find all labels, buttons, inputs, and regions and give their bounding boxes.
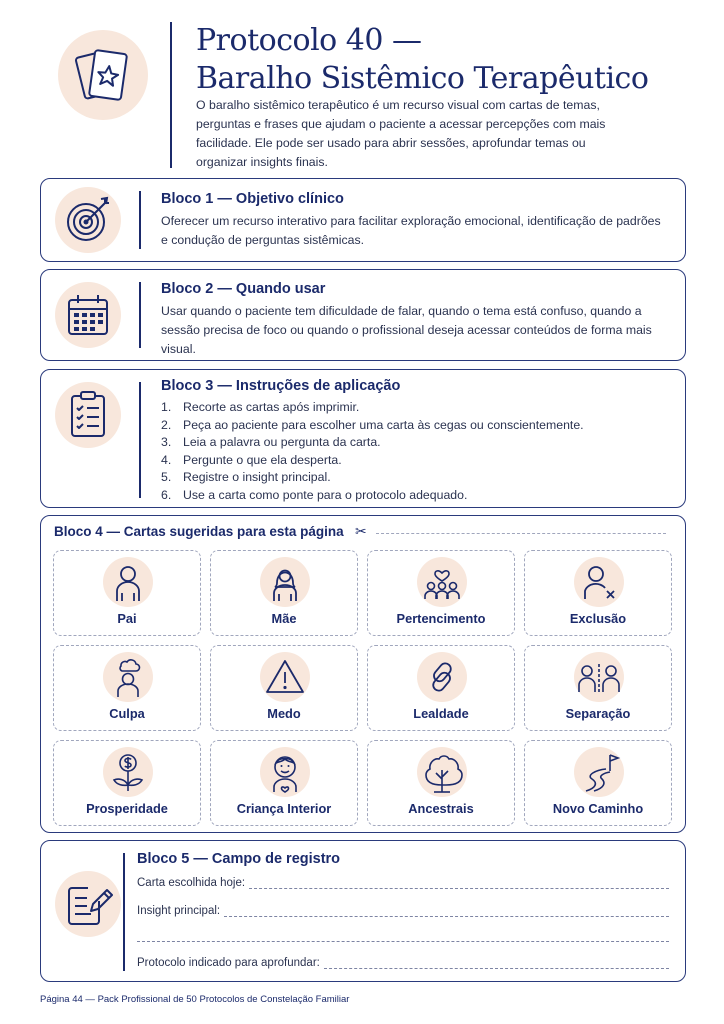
card-label: Lealdade: [413, 706, 469, 721]
card-today-line[interactable]: [249, 879, 669, 889]
list-item: [161, 399, 584, 417]
path-flag-icon: [574, 747, 624, 797]
clipboard-checklist-icon: [55, 382, 121, 448]
notepad-pen-icon: [55, 871, 121, 937]
insight-label: Insight principal:: [137, 905, 221, 917]
card-exclusao[interactable]: [524, 550, 672, 636]
block-3-icon: [55, 382, 121, 448]
list-item: [161, 417, 584, 435]
card-pertencimento[interactable]: [367, 550, 515, 636]
block-2-divider: [139, 282, 141, 348]
card-mae[interactable]: [210, 550, 358, 636]
card-label: Mãe: [271, 611, 297, 626]
protocol-label: Protocolo indicado para aprofundar:: [137, 957, 320, 969]
block-3: [40, 369, 686, 508]
step-number: 3.: [161, 435, 172, 449]
card-label: Criança Interior: [236, 801, 332, 816]
scissors-icon: ✂: [355, 523, 367, 539]
block-2: [40, 269, 686, 361]
card-today-label: Carta escolhida hoje:: [137, 877, 246, 889]
list-item: [161, 452, 584, 470]
block-1-text: Oferecer um recurso interativo para facilitar exploração emocional, identificação de padrões e condução de perguntas sistêmicas.: [161, 214, 661, 247]
protocol-line[interactable]: [324, 959, 669, 969]
card-label: Exclusão: [569, 611, 627, 626]
target-arrow-icon: [55, 187, 121, 253]
card-icon-wrap: [574, 652, 624, 702]
page-title: [196, 22, 648, 98]
money-plant-icon: [103, 747, 153, 797]
people-separated-icon: [574, 652, 624, 702]
header-icon: [58, 30, 148, 120]
block-5-icon: [55, 871, 121, 937]
step-number: 6.: [161, 487, 172, 502]
list-item: [161, 487, 584, 505]
card-icon-wrap: [574, 557, 624, 607]
step-number: 2.: [161, 417, 172, 432]
step-text: Use a carta como ponte para o protocolo adequado.: [183, 487, 468, 502]
card-label: Medo: [267, 706, 301, 721]
card-label: Pai: [117, 611, 137, 626]
card-icon-wrap: [417, 652, 467, 702]
card-prosperidade[interactable]: [53, 740, 201, 826]
step-text: Peça ao paciente para escolher uma carta às cegas ou conscientemente.: [183, 417, 584, 432]
card-icon-wrap: [103, 557, 153, 607]
instructions-list: [161, 399, 584, 504]
block-5: [40, 840, 686, 982]
block-4: [40, 515, 686, 833]
group-heart-icon: [417, 557, 467, 607]
tree-icon: [417, 747, 467, 797]
card-icon-wrap: [103, 652, 153, 702]
insight-field[interactable]: [137, 905, 669, 917]
step-text: Pergunte o que ela desperta.: [183, 452, 342, 467]
card-lealdade[interactable]: [367, 645, 515, 731]
card-today-field[interactable]: [137, 877, 669, 889]
step-text: Leia a palavra ou pergunta da carta.: [183, 435, 381, 449]
card-label: Culpa: [109, 706, 145, 721]
card-icon-wrap: [103, 747, 153, 797]
card-pai[interactable]: [53, 550, 201, 636]
card-icon-wrap: [260, 652, 310, 702]
card-label: Prosperidade: [86, 801, 168, 816]
block-3-title: Bloco 3 — Instruções de aplicação: [161, 378, 401, 394]
page-title-line1: Protocolo 40 —: [196, 23, 422, 58]
block-5-title: Bloco 5 — Campo de registro: [137, 851, 341, 867]
card-crianca-interior[interactable]: [210, 740, 358, 826]
card-label: Novo Caminho: [552, 801, 644, 816]
block-1-divider: [139, 191, 141, 249]
person-excluded-icon: [574, 557, 624, 607]
block-1-title: Bloco 1 — Objetivo clínico: [161, 191, 344, 207]
card-separacao[interactable]: [524, 645, 672, 731]
man-person-icon: [103, 557, 153, 607]
block-2-title: Bloco 2 — Quando usar: [161, 281, 326, 297]
woman-person-icon: [260, 557, 310, 607]
cut-line: [376, 533, 666, 534]
block-2-icon: [55, 282, 121, 348]
step-number: 4.: [161, 452, 172, 467]
block-1-icon: [55, 187, 121, 253]
card-novo-caminho[interactable]: [524, 740, 672, 826]
card-label: Separação: [565, 706, 631, 721]
card-icon-wrap: [260, 747, 310, 797]
calendar-icon: [55, 282, 121, 348]
step-number: 1.: [161, 400, 172, 414]
card-icon-wrap: [260, 557, 310, 607]
card-icon-wrap: [574, 747, 624, 797]
person-cloud-icon: [103, 652, 153, 702]
insight-line[interactable]: [224, 907, 669, 917]
step-text: Recorte as cartas após imprimir.: [183, 400, 360, 414]
child-face-icon: [260, 747, 310, 797]
tarot-cards-star-icon: [58, 30, 148, 120]
step-number: 5.: [161, 470, 172, 484]
card-icon-wrap: [417, 747, 467, 797]
card-label: Ancestrais: [408, 801, 474, 816]
block-4-title: Bloco 4 — Cartas sugeridas para esta página: [54, 524, 344, 539]
card-label: Pertencimento: [396, 611, 486, 626]
list-item: [161, 469, 584, 487]
step-text: Registre o insight principal.: [183, 470, 331, 484]
intro-text: O baralho sistêmico terapêutico é um recurso visual com cartas de temas, perguntas e frases que ajudam o paciente a acessar percepções com mais facilidade. Ele pode ser usado para abrir sessões, aprofundar temas ou organizar insights finais.: [196, 98, 606, 169]
card-culpa[interactable]: [53, 645, 201, 731]
block-1: [40, 178, 686, 262]
block-2-text: Usar quando o paciente tem dificuldade de falar, quando o tema está confuso, quando a sessão precisa de foco ou quando o profissional deseja acessar conteúdos de forma mais visual.: [161, 304, 652, 356]
block-5-divider: [123, 853, 125, 971]
card-medo[interactable]: [210, 645, 358, 731]
page-title-line2: Baralho Sistêmico Terapêutico: [196, 61, 649, 96]
chain-link-icon: [417, 652, 467, 702]
card-ancestrais[interactable]: [367, 740, 515, 826]
insight-extra-field[interactable]: [137, 932, 669, 942]
insight-extra-line[interactable]: [137, 932, 669, 942]
header-divider: [170, 22, 172, 168]
warning-triangle-icon: [260, 652, 310, 702]
block-3-divider: [139, 382, 141, 498]
card-icon-wrap: [417, 557, 467, 607]
list-item: [161, 434, 584, 452]
page-footer: Página 44 — Pack Profissional de 50 Protocolos de Constelação Familiar: [40, 994, 350, 1005]
protocol-field[interactable]: [137, 957, 669, 969]
